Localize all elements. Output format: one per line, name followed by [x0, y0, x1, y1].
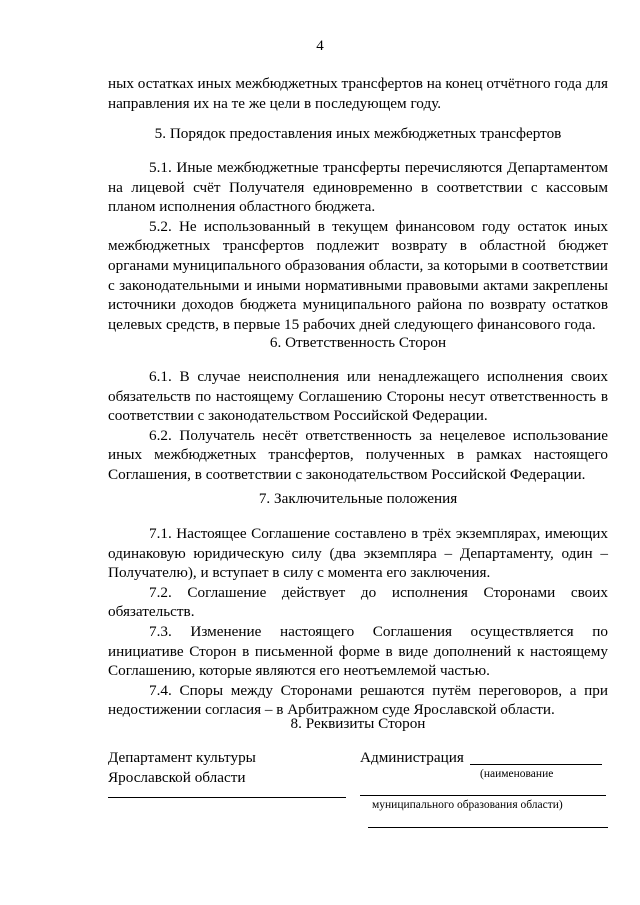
- section-5-body: [108, 158, 608, 334]
- paragraph-6-2: 6.2. Получатель несёт ответственность за нецелевое использование иных межбюджетных трансфертов, полученных в рамках настоящего Соглашения, в соответствии с законодательством Российской Федерации.: [108, 426, 608, 483]
- page-number: 4: [316, 38, 324, 54]
- section-7-heading: 7. Заключительные положения: [258, 490, 458, 507]
- left-party-line-1: Департамент культуры: [108, 749, 256, 766]
- left-party-line-2: Ярославской области: [108, 768, 246, 786]
- right-name-line: [470, 764, 602, 765]
- paragraph-7-3: 7.3. Изменение настоящего Соглашения осуществляется по инициативе Сторон в письменной форме в виде дополнений к настоящему Соглашению, которые являются его неотъемлемой частью.: [108, 622, 608, 680]
- continuation-paragraph: [108, 74, 608, 113]
- section-8-heading: 8. Реквизиты Сторон: [290, 715, 426, 732]
- paragraph-7-4: 7.4. Споры между Сторонами решаются путём переговоров, а при недостижении согласия – в Арбитражном суде Ярославской области.: [108, 681, 608, 719]
- section-7-body: [108, 524, 608, 720]
- section-5-heading: 5. Порядок предоставления иных межбюджетных трансфертов: [154, 125, 562, 142]
- paragraph-5-1: 5.1. Иные межбюджетные трансферты перечисляются Департаментом на лицевой счёт Получателя единовременно в соответствии с кассовым планом исполнения областного бюджета.: [108, 159, 608, 216]
- right-name-hint: (наименование: [480, 768, 554, 780]
- paragraph-7-2: 7.2. Соглашение действует до исполнения Сторонами своих обязательств.: [108, 583, 608, 621]
- right-signature-line: [368, 827, 608, 828]
- left-signature-line: [108, 797, 346, 798]
- right-party-label: Администрация: [360, 749, 464, 766]
- left-party-block: [108, 748, 256, 787]
- paragraph-5-2: 5.2. Не использованный в текущем финансовом году остаток иных межбюджетных трансфертов подлежит возврату в областной бюджет органами муниципального образования области, за которыми в соответствии с законодательными и иными нормативными правовыми актами закреплены источники доходов бюджета муниципального района по возврату остатков целевых средств, в первые 15 рабочих дней следующего финансового года.: [108, 217, 608, 333]
- paragraph-6-1: 6.1. В случае неисполнения или ненадлежащего исполнения своих обязательств по настоящему Соглашению Стороны несут ответственность в соответствии с законодательством Российской Федерации.: [108, 368, 608, 425]
- right-municipality-hint: муниципального образования области): [372, 799, 563, 811]
- continuation-text: ных остатках иных межбюджетных трансфертов на конец отчётного года для направления их на те же цели в последующем году.: [108, 75, 608, 112]
- section-6-body: [108, 367, 608, 485]
- section-6-heading: 6. Ответственность Сторон: [269, 334, 447, 351]
- paragraph-7-1: 7.1. Настоящее Соглашение составлено в трёх экземплярах, имеющих одинаковую юридическую силу (два экземпляра – Департаменту, один – Получателю), и вступает в силу с момента его заключения.: [108, 525, 608, 582]
- right-second-line: [360, 795, 606, 796]
